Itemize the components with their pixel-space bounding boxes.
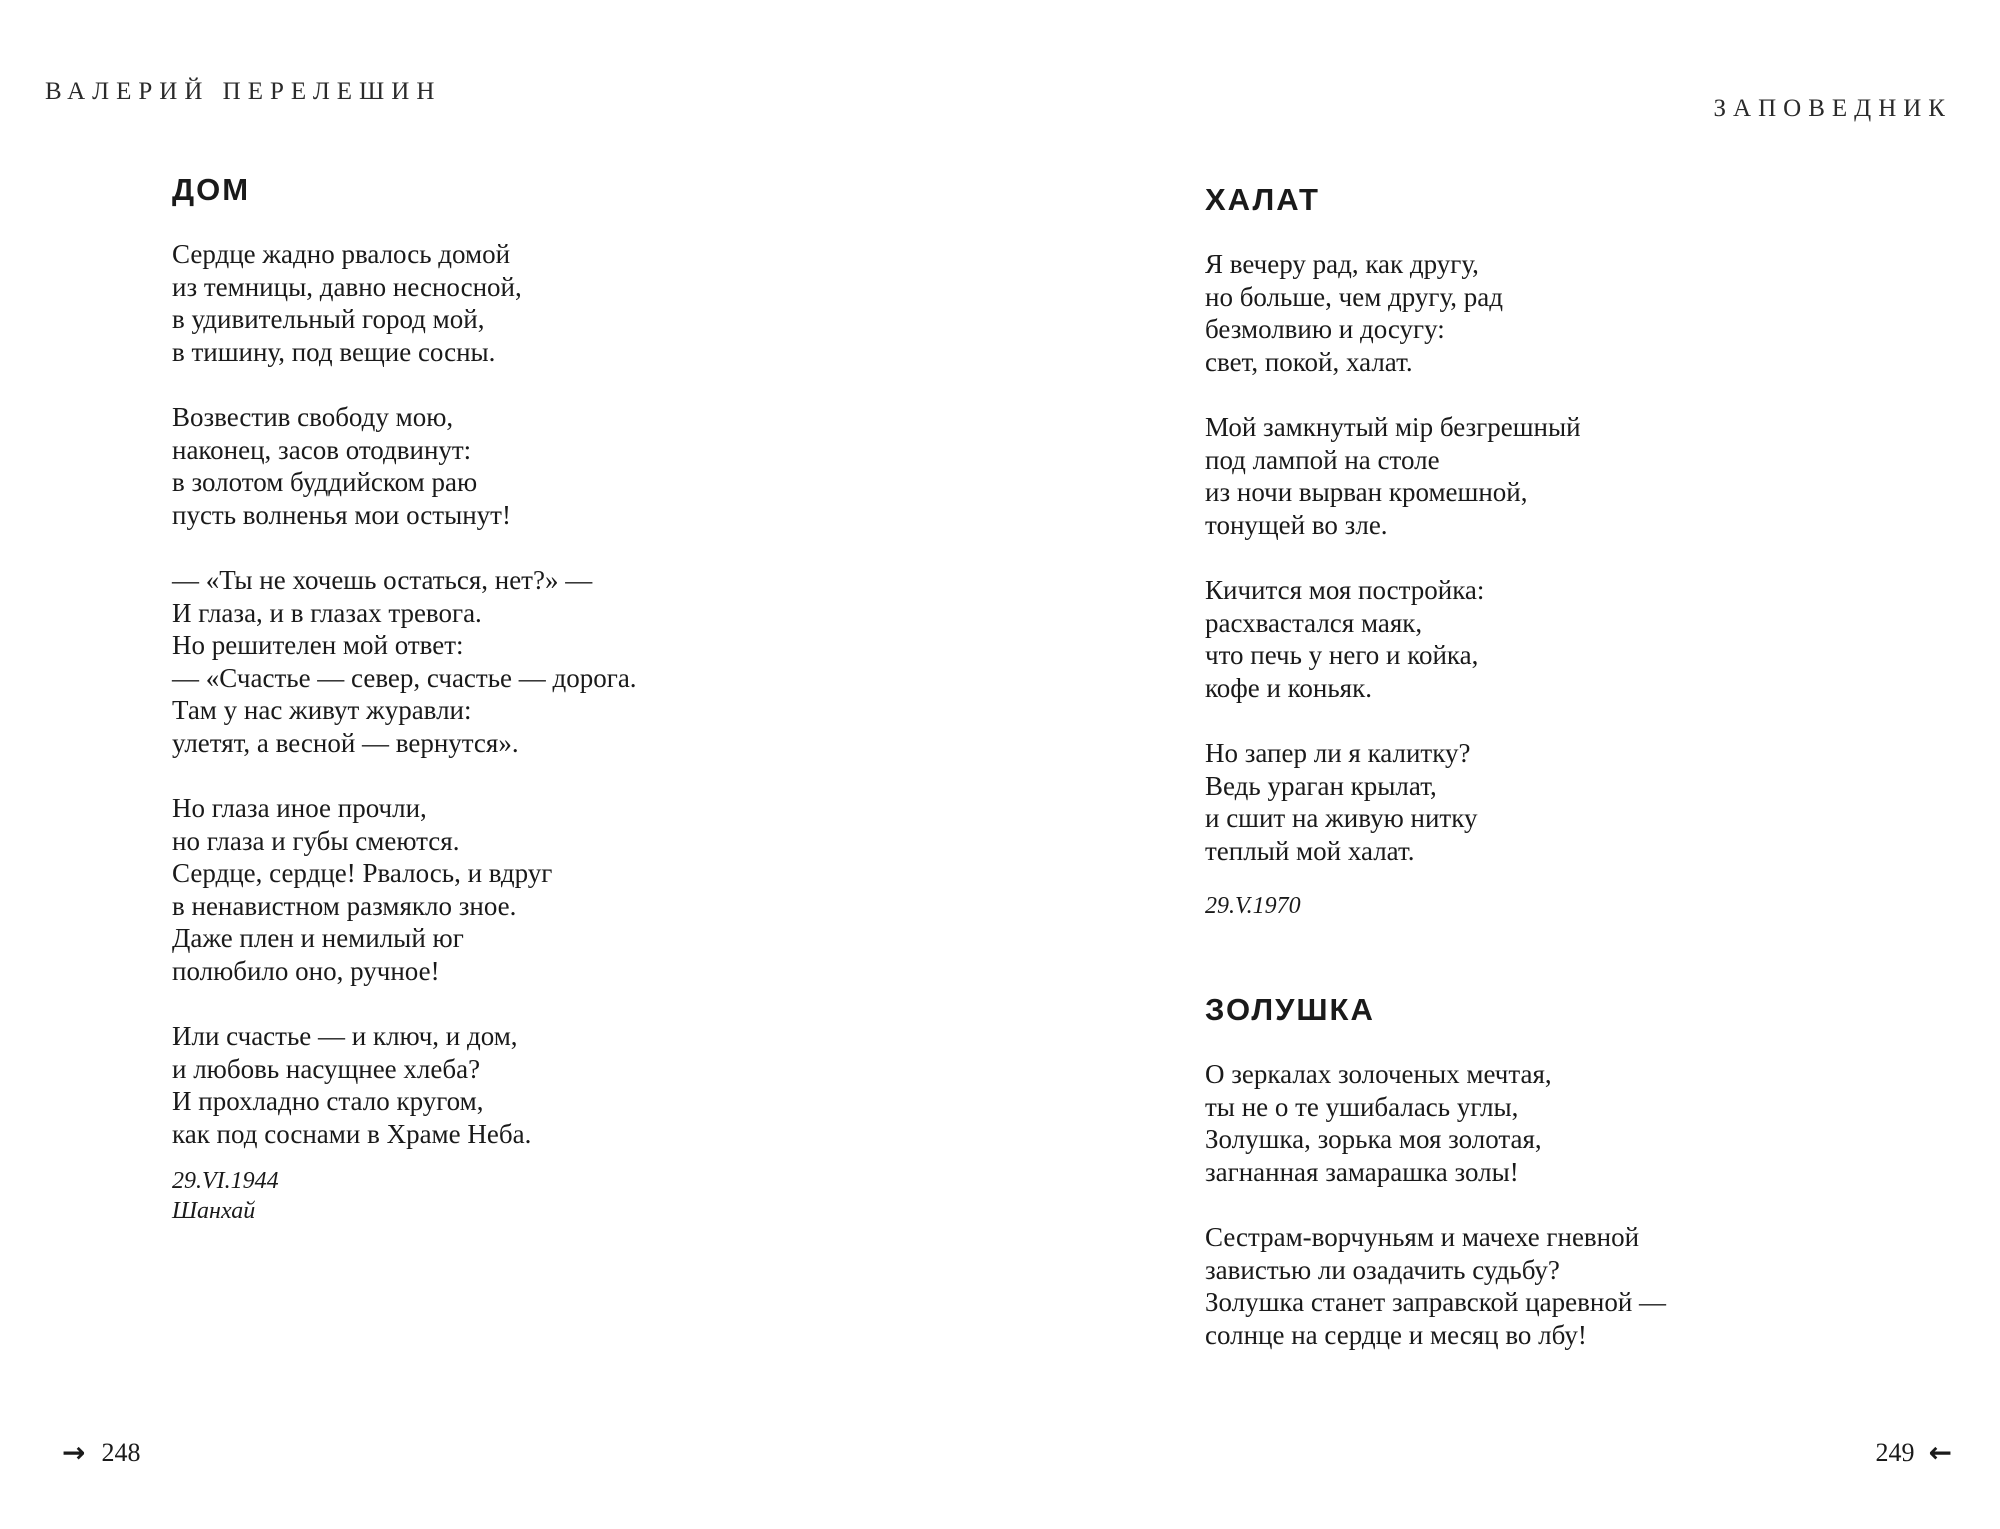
- stanza: [172, 1020, 637, 1150]
- poem-line: И прохладно стало кругом,: [172, 1086, 484, 1116]
- page-number: 249: [1875, 1437, 1915, 1467]
- poem-date: 29.VI.1944: [172, 1168, 279, 1194]
- running-head-author: ВАЛЕРИЙ ПЕРЕЛЕШИН: [45, 78, 442, 105]
- poem-line: О зеркалах золоченых мечтая,: [1205, 1059, 1552, 1089]
- page-number: 248: [101, 1437, 141, 1467]
- poem-line: наконец, засов отодвинут:: [172, 434, 472, 465]
- poem-title: ЗОЛУШКА: [1205, 992, 1375, 1027]
- poem-line: в ненавистном размякло зное.: [172, 890, 517, 921]
- poem-line: Но глаза иное прочли,: [172, 793, 427, 823]
- poem-line: Мой замкнутый мiр безгрешный: [1205, 412, 1581, 442]
- poem-line: в тишину, под вещие сосны.: [172, 336, 496, 367]
- stanza: [172, 401, 637, 531]
- poem-line: Сестрам-ворчуньям и мачехе гневной: [1205, 1222, 1640, 1252]
- poem-line: Золушка, зорька моя золотая,: [1205, 1124, 1542, 1154]
- poem-line: под лампой на столе: [1205, 444, 1440, 475]
- poem-title: ДОМ: [172, 172, 251, 207]
- poem-line: в золотом буддийском раю: [172, 467, 478, 497]
- poem-line: и любовь насущнее хлеба?: [172, 1053, 481, 1084]
- stanza: [1205, 574, 1581, 704]
- poem-line: — «Счастье — север, счастье — дорога.: [172, 662, 637, 693]
- poem-line: кофе и коньяк.: [1205, 672, 1372, 703]
- poem-line: Сердце, сердце! Рвалось, и вдруг: [172, 858, 553, 888]
- stanza: [172, 792, 637, 987]
- stanza: [1205, 411, 1581, 541]
- poem-line: Там у нас живут журавли:: [172, 695, 472, 725]
- poem-line: Возвестив свободу мою,: [172, 402, 454, 432]
- poem-line: пусть волненья мои остынут!: [172, 499, 511, 530]
- poem-line: расхвастался маяк,: [1205, 607, 1423, 638]
- poem-line: но больше, чем другу, рад: [1205, 281, 1504, 312]
- poem-line: завистью ли озадачить судьбу?: [1205, 1254, 1560, 1285]
- poem-place: Шанхай: [172, 1198, 256, 1224]
- stanza: [172, 238, 637, 368]
- poem-line: что печь у него и койка,: [1205, 640, 1479, 670]
- poem-zolushka: [1205, 990, 1666, 1384]
- stanza: [1205, 1221, 1666, 1351]
- stanza: [172, 564, 637, 759]
- poem-line: но глаза и губы смеются.: [172, 825, 460, 856]
- stanza: [1205, 737, 1581, 867]
- stanza: [1205, 248, 1581, 378]
- poem-line: И глаза, и в глазах тревога.: [172, 597, 482, 628]
- poem-line: ты не о те ушибалась углы,: [1205, 1091, 1519, 1122]
- poem-title: ХАЛАТ: [1205, 182, 1320, 217]
- poem-date: 29.V.1970: [1205, 893, 1301, 919]
- arrow-right-icon: →: [62, 1436, 86, 1469]
- poem-line: как под соснами в Храме Неба.: [172, 1118, 532, 1149]
- poem-line: Ведь ураган крылат,: [1205, 770, 1437, 801]
- poem-line: Золушка станет заправской царевной —: [1205, 1287, 1667, 1317]
- poem-line: Я вечеру рад, как другу,: [1205, 249, 1479, 279]
- running-head-book-title: ЗАПОВЕДНИК: [1713, 95, 1952, 122]
- poem-line: Или счастье — и ключ, и дом,: [172, 1021, 518, 1051]
- poem-line: из ночи вырван кромешной,: [1205, 477, 1528, 507]
- poem-line: Кичится моя постройка:: [1205, 575, 1485, 605]
- poem-line: солнце на сердце и месяц во лбу!: [1205, 1319, 1587, 1350]
- stanza: [1205, 1058, 1666, 1188]
- page-footer: [1876, 1436, 1952, 1469]
- poem-line: тонущей во зле.: [1205, 509, 1388, 540]
- poem-line: Даже плен и немилый юг: [172, 923, 464, 953]
- poem-line: теплый мой халат.: [1205, 835, 1415, 866]
- page-footer: [62, 1436, 140, 1469]
- poem-line: безмолвию и досугу:: [1205, 314, 1445, 344]
- poem-line: полюбило оно, ручное!: [172, 955, 440, 986]
- poem-line: в удивительный город мой,: [172, 304, 485, 334]
- poem-line: Сердце жадно рвалось домой: [172, 239, 511, 269]
- poem-line: Но решителен мой ответ:: [172, 630, 464, 660]
- poem-line: улетят, а весной — вернутся».: [172, 727, 519, 758]
- poem-dom: [172, 170, 637, 1226]
- arrow-left-icon: ←: [1928, 1436, 1952, 1469]
- poem-khalat: [1205, 180, 1581, 921]
- poem-line: загнанная замарашка золы!: [1205, 1156, 1519, 1187]
- right-page: [1000, 0, 2000, 1529]
- poem-line: — «Ты не хочешь остаться, нет?» —: [172, 565, 593, 595]
- poem-line: Но запер ли я калитку?: [1205, 738, 1471, 768]
- poem-line: и сшит на живую нитку: [1205, 803, 1478, 833]
- poem-line: свет, покой, халат.: [1205, 346, 1413, 377]
- poem-line: из темницы, давно несносной,: [172, 271, 522, 302]
